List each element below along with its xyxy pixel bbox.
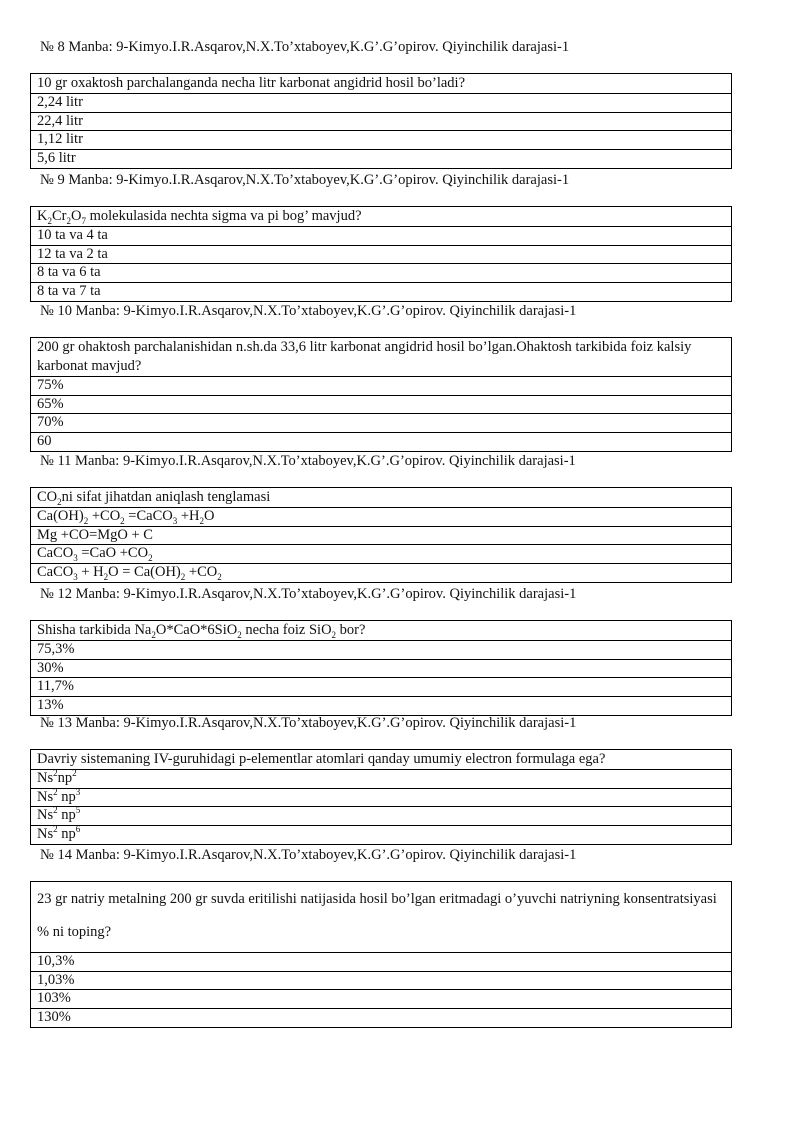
question-text-part: molekulasida nechta sigma va pi bog’ mavjud? bbox=[85, 208, 362, 224]
formula-text: O bbox=[204, 508, 215, 524]
subscript: 2 bbox=[199, 515, 205, 526]
question-text-part: K bbox=[37, 208, 48, 224]
question-block-13 bbox=[30, 714, 732, 845]
question-header: № 9 Manba: 9-Kimyo.I.R.Asqarov,N.X.To’xtaboyev,K.G’.G’opirov. Qiyinchilik darajasi-1 bbox=[40, 172, 570, 188]
question-table bbox=[30, 73, 732, 169]
subscript: 2 bbox=[331, 629, 337, 640]
subscript: 2 bbox=[83, 515, 89, 526]
formula-text: Ns bbox=[37, 770, 54, 786]
question-text-part: Cr bbox=[51, 208, 67, 224]
answer-option: 8 ta va 6 ta bbox=[31, 263, 731, 282]
question-table bbox=[30, 881, 732, 1028]
formula-text: +H bbox=[177, 508, 200, 524]
question-header: № 8 Manba: 9-Kimyo.I.R.Asqarov,N.X.To’xtaboyev,K.G’.G’opirov. Qiyinchilik darajasi-1 bbox=[40, 39, 570, 55]
answer-option bbox=[31, 788, 731, 807]
formula-text: np bbox=[57, 807, 76, 824]
question-text-part: ni sifat jihatdan aniqlash tenglamasi bbox=[61, 489, 271, 505]
superscript: 2 bbox=[53, 824, 58, 835]
formula-text: Mg +CO=MgO + C bbox=[37, 526, 153, 543]
question-header: № 10 Manba: 9-Kimyo.I.R.Asqarov,N.X.To’xtaboyev,K.G’.G’opirov. Qiyinchilik darajasi-1 bbox=[40, 303, 577, 319]
answer-option bbox=[31, 806, 731, 825]
question-header: № 13 Manba: 9-Kimyo.I.R.Asqarov,N.X.To’xtaboyev,K.G’.G’opirov. Qiyinchilik darajasi-1 bbox=[40, 715, 577, 731]
formula-text: Ns bbox=[37, 807, 54, 824]
answer-option: 75,3% bbox=[31, 640, 731, 659]
answer-option bbox=[31, 544, 731, 563]
question-block-12 bbox=[30, 585, 732, 716]
answer-option: 2,24 litr bbox=[31, 93, 731, 112]
superscript: 2 bbox=[53, 805, 58, 816]
question-table bbox=[30, 337, 732, 452]
formula-text: CaCO bbox=[37, 564, 74, 581]
superscript: 2 bbox=[72, 768, 77, 779]
answer-option: 70% bbox=[31, 413, 731, 432]
subscript: 2 bbox=[57, 496, 62, 507]
answer-option bbox=[31, 526, 731, 545]
formula-text: necha foiz SiO bbox=[241, 622, 332, 638]
formula-text: bor? bbox=[336, 622, 366, 638]
formula-text: +CO bbox=[88, 508, 121, 524]
answer-option bbox=[31, 507, 731, 526]
question-block-8 bbox=[30, 38, 732, 169]
formula-text: np bbox=[57, 826, 76, 843]
subscript: 7 bbox=[81, 215, 86, 226]
answer-option: 65% bbox=[31, 395, 731, 414]
answer-option: 60 bbox=[31, 432, 731, 451]
question-text-part: CO bbox=[37, 489, 58, 505]
formula-text: +CO bbox=[185, 564, 218, 581]
subscript: 3 bbox=[73, 553, 78, 564]
answer-option: 8 ta va 7 ta bbox=[31, 282, 731, 301]
formula-text: Shisha tarkibida Na bbox=[37, 622, 152, 638]
formula-text: np bbox=[57, 788, 76, 805]
subscript: 2 bbox=[217, 572, 222, 582]
answer-option: 22,4 litr bbox=[31, 112, 731, 131]
question-text bbox=[31, 207, 731, 226]
formula-text: Ns bbox=[37, 826, 54, 843]
answer-option: 12 ta va 2 ta bbox=[31, 245, 731, 264]
question-text bbox=[31, 621, 731, 640]
answer-option bbox=[31, 825, 731, 844]
formula-text: Ns bbox=[37, 788, 54, 805]
question-block-11 bbox=[30, 452, 732, 583]
formula-text: =CaCO bbox=[124, 508, 173, 524]
formula-text: O = Ca(OH) bbox=[108, 564, 181, 581]
question-block-14 bbox=[30, 846, 732, 1028]
answer-option: 10 ta va 4 ta bbox=[31, 226, 731, 245]
question-table bbox=[30, 206, 732, 302]
subscript: 2 bbox=[103, 572, 109, 582]
answer-option: 13% bbox=[31, 696, 731, 715]
question-text bbox=[31, 488, 731, 507]
question-table bbox=[30, 620, 732, 716]
superscript: 6 bbox=[75, 824, 81, 835]
formula-text: + H bbox=[77, 564, 104, 581]
formula-text: CaCO bbox=[37, 545, 74, 562]
subscript: 2 bbox=[180, 572, 186, 582]
subscript: 2 bbox=[66, 215, 71, 226]
subscript: 2 bbox=[120, 515, 125, 526]
answer-option: 30% bbox=[31, 659, 731, 678]
answer-option: 5,6 litr bbox=[31, 149, 731, 168]
subscript: 2 bbox=[151, 629, 156, 640]
question-header: № 12 Manba: 9-Kimyo.I.R.Asqarov,N.X.To’xtaboyev,K.G’.G’opirov. Qiyinchilik darajasi-1 bbox=[40, 586, 577, 602]
answer-option: 130% bbox=[31, 1008, 731, 1027]
subscript: 2 bbox=[148, 553, 153, 564]
question-text: Davriy sistemaning IV-guruhidagi p-elementlar atomlari qanday umumiy electron formulaga ega? bbox=[37, 751, 606, 767]
question-header: № 11 Manba: 9-Kimyo.I.R.Asqarov,N.X.To’xtaboyev,K.G’.G’opirov. Qiyinchilik darajasi-1 bbox=[40, 453, 576, 469]
answer-option: 103% bbox=[31, 989, 731, 1008]
superscript: 2 bbox=[53, 768, 58, 779]
question-header: № 14 Manba: 9-Kimyo.I.R.Asqarov,N.X.To’xtaboyev,K.G’.G’opirov. Qiyinchilik darajasi-1 bbox=[40, 847, 577, 863]
answer-option bbox=[31, 769, 731, 788]
answer-option: 1,03% bbox=[31, 971, 731, 990]
question-text: 23 gr natriy metalning 200 gr suvda eritilishi natijasida hosil bo’lgan eritmadagi o’yuvchi natriyning konsentratsiyasi % ni toping? bbox=[37, 891, 717, 940]
answer-option: 75% bbox=[31, 376, 731, 395]
formula-text: Ca(OH) bbox=[37, 508, 84, 524]
subscript: 3 bbox=[172, 515, 178, 526]
answer-option: 11,7% bbox=[31, 677, 731, 696]
subscript: 3 bbox=[73, 572, 78, 582]
question-text: 200 gr ohaktosh parchalanishidan n.sh.da 33,6 litr karbonat angidrid hosil bo’lgan.Ohaktosh tarkibida foiz kalsiy karbonat mavjud? bbox=[37, 339, 692, 374]
question-text-part: O bbox=[70, 208, 82, 224]
answer-option: 1,12 litr bbox=[31, 130, 731, 149]
formula-text: np bbox=[57, 770, 73, 786]
subscript: 2 bbox=[47, 215, 52, 226]
superscript: 3 bbox=[75, 786, 81, 797]
question-block-9 bbox=[30, 171, 732, 302]
subscript: 2 bbox=[237, 629, 242, 640]
question-table bbox=[30, 487, 732, 583]
formula-text: O*CaO*6SiO bbox=[155, 622, 238, 638]
superscript: 2 bbox=[53, 786, 58, 797]
question-block-10 bbox=[30, 302, 732, 452]
question-table bbox=[30, 749, 732, 845]
answer-option: 10,3% bbox=[31, 952, 731, 971]
superscript: 5 bbox=[75, 805, 81, 816]
question-text: 10 gr oxaktosh parchalanganda necha litr karbonat angidrid hosil bo’ladi? bbox=[37, 75, 466, 91]
answer-option bbox=[31, 563, 731, 582]
formula-text: =CaO +CO bbox=[77, 545, 149, 562]
